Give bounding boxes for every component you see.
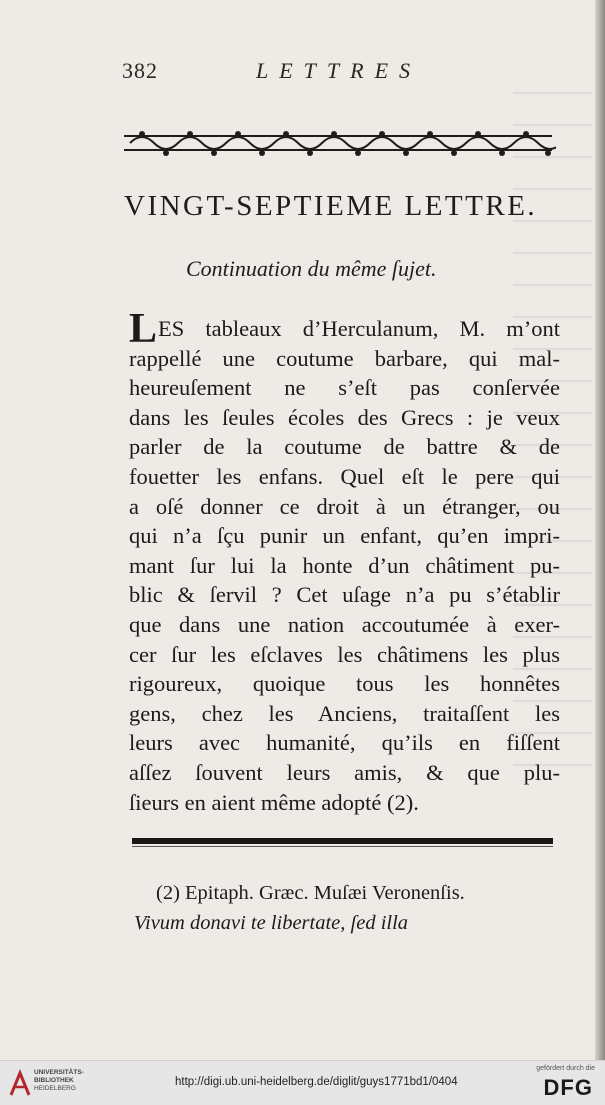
- university-library-logo-icon[interactable]: [8, 1069, 32, 1097]
- text-line: parler de la coutume de battre & de: [129, 434, 560, 460]
- decorative-border-ornament: [120, 126, 556, 162]
- text-line: gens, chez les Anciens, traitaſſent les: [129, 700, 560, 726]
- running-header: [122, 58, 562, 92]
- text-line: que dans une nation accoutumée à exer-: [129, 611, 560, 637]
- funding-note: gefördert durch die: [536, 1065, 595, 1072]
- text-line: blic & ſervil ? Cet uſage n’a pu s’établir: [129, 582, 560, 608]
- chapter-subtitle: Continuation du même ſujet.: [186, 256, 437, 281]
- text-line: heureuſement ne s’eſt pas conſervée: [129, 375, 560, 401]
- drop-cap: L: [129, 306, 158, 352]
- footnote-line: Vivum donavi te libertate, ſed illa: [134, 912, 409, 934]
- text-line: leurs avec humanité, qu’ils en fiſſent: [129, 730, 560, 756]
- text-line: rappellé une coutume barbare, qui mal-: [129, 345, 560, 371]
- dfg-logo[interactable]: DFG: [543, 1075, 593, 1100]
- text-line: LES tableaux d’Herculanum, M. m’ont: [129, 306, 560, 352]
- library-name: UNIVERSITÄTS- BIBLIOTHEK HEIDELBERG: [34, 1069, 84, 1092]
- footnote-rule-thin: [132, 846, 553, 847]
- text-line: cer ſur les eſclaves les châtimens les plus: [129, 641, 560, 667]
- footnote-rule: [132, 838, 553, 844]
- chapter-title: VINGT-SEPTIEME LETTRE.: [124, 190, 538, 222]
- page-number: 382: [122, 58, 158, 83]
- text-line: dans les ſeules écoles des Grecs : je veux: [129, 404, 560, 430]
- text-line: qui n’a ſçu punir un enfant, qu’en impri-: [129, 523, 560, 549]
- text-line: ſieurs en aient même adopté (2).: [129, 789, 419, 815]
- footnote-line: (2) Epitaph. Græc. Muſæi Veronenſis.: [156, 882, 465, 904]
- text-line: mant ſur lui la honte d’un châtiment pu-: [129, 552, 560, 578]
- permalink-url[interactable]: http://digi.ub.uni-heidelberg.de/diglit/guys1771bd1/0404: [175, 1076, 458, 1088]
- text-line: aſſez ſouvent leurs amis, & que plu-: [129, 759, 560, 785]
- letter-body: [129, 306, 560, 817]
- footnote: [134, 878, 556, 938]
- text-line: a oſé donner ce droit à un étranger, ou: [129, 493, 560, 519]
- text-line: rigoureux, quoique tous les honnêtes: [129, 671, 560, 697]
- page-edge-shadow: [595, 0, 605, 1060]
- text-line: fouetter les enfans. Quel eſt le pere qui: [129, 463, 560, 489]
- running-title: LETTRES: [256, 58, 422, 83]
- viewer-footer: [0, 1060, 605, 1105]
